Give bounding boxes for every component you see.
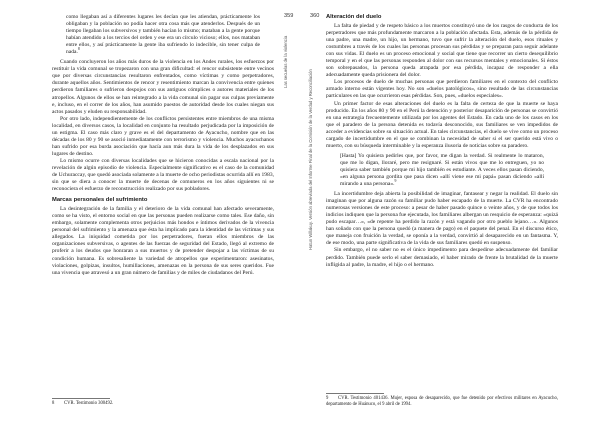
right-page xyxy=(300,0,600,431)
section-heading: Marcas personales del sufrimiento xyxy=(52,197,148,204)
opening-quote xyxy=(52,14,274,56)
footnote xyxy=(326,396,558,407)
paragraph: Sin embargo, el no saber no es el único impedimento para despedirse adecuadamente del familiar perdido. También puede serlo el saber demasiado, el haber mirado de frente la brutalidad de la muerte infligida al padre, la madre, el hijo o el hermano. xyxy=(326,247,558,268)
footnote-ref: 9 xyxy=(394,179,397,184)
block-quote xyxy=(326,153,558,188)
paragraph: La desintegración de la familia y el deterioro de la vida comunal han afectado severamente, como se ha visto, el entorno social en que las personas pueden realizarse como tales. Ese daño, sin embargo, solamente complementa otros perjuicios más hondos e íntimos derivados de la vivencia personal del sufrimiento y la amenaza que ésta ha implicado para la identidad de las víctimas y sus allegados. La iniquidad cometida por los perpetradores, fueran ellos miembros de las organizaciones subversivas, o agentes de las fuerzas de seguridad del Estado, llegó al extremo de proferir a los deudos que honraran a sus muertos y de pretender despojar a las víctimas de su condición humana. Es sobresaliente la variedad de atropellos que experimentaron: asesinatos, violaciones, golpizas, insultos, humillaciones, amenazas en la persona de sus seres queridos. Fue una vivencia que atravesó a un gran número de familias y de miles de ciudadanos del Perú. xyxy=(52,206,274,276)
opening-quote-text: como llegaban así a diferentes lugares les decían que les atiendan, prácticamente los obligaban y la población no podía hacer otra cosa más que atenderlos. Después de un tiempo llegaban los subversivos y también hacían lo mismo; mataban a la gente porque habían atendido a los tercios del orden y ese era un círculo vicioso; ellos, nos mataban entre ellos, y así prácticamente la gente iba sufriendo lo indecible, sin tener culpa de nada. xyxy=(66,14,260,56)
paragraph: Un primer factor de esas alteraciones del duelo es la falta de certeza de que la muerte se haya producido. En los años 80 y 90 en el Perú la detención y posterior desaparición de personas se convirtió en una estrategia frecuentemente utilizada por los agentes del Estado. En cada uno de los casos en los que el paradero de la persona detenida es todavía desconocido, sus familiares se ven impedidos de acceder a evidencias sobre su situación actual. En tales circunstancias, el duelo se vive como un proceso cargado de incertidumbre en el que se combinan la necesidad de saber si el ser querido está vivo o muerto, con su búsqueda interminable y la esperanza ilusoria de noticias sobre su paradero. xyxy=(326,100,558,149)
paragraph: Los procesos de duelo de muchas personas que perdieron familiares en el contexto del conflicto armado interno están vigentes hoy. No son «duelos patológicos», sino resultado de las circunstancias particulares en las que ocurrieron esas pérdidas. Son, pues, «duelos especiales». xyxy=(326,79,558,100)
paragraph: Por otro lado, independientemente de los conflictos persistentes entre miembros de una misma localidad, en diversos casos, la localidad en conjunto ha resultado perjudicada por la imposición de un estigma. El caso más claro y grave es el del departamento de Ayacucho, nombre que en las décadas de los 80 y 90 se asoció inmediatamente con terrorismo y violencia. Muchos ayacuchanos han sufrido por esa burda asociación que hacía aun más dura la vida de los desplazados en sus lugares de destino. xyxy=(52,115,274,157)
paragraph: La falta de piedad y de respeto básico a los muertos constituyó uno de los rasgos de conducta de los perpetradores que más profundamente marcaron a la población afectada. Esta, además de la pérdida de una padre, una madre, un hijo, un hermano, tuvo que sufrir la alteración del duelo, esos rituales y costumbres a través de los cuales las personas procesan sus pérdidas y se preparan para seguir adelante con sus vidas. El duelo es un proceso emocional y social que tiene que recorrer un cierto desequilibrio temporal y en el que las personas responden al dolor con sus recursos mentales y emocionales. Si éstos son sobrepasados, la persona queda atrapada por esa pérdida, incapaz de responder a ella adecuadamente queda prisionera del dolor. xyxy=(326,23,558,79)
page-number: 359 xyxy=(284,13,294,19)
running-head: Hatun Willakuy. Versión abreviada del Informe Final de la Comisión de la Verdad y Reconciliación xyxy=(308,69,313,250)
text-column xyxy=(52,14,274,277)
paragraph: Cuando concluyeron los años más duros de la violencia en los Andes rurales, los esfuerzos por restituir la vida comunal se tropezaron con una gran dificultad: el rencor subsistente entre vecinos que por diversas circunstancias resultaron enfrentados, como víctimas y como perpetradores, durante aquellos años. Sentimientos de rencor y resentimiento marcan la convivencia entre quienes perdieron familiares o sufrieron despojos con sus antiguos cómplices o autores materiales de los atropellos. Algunos de ellos se han reintegrado a la vida comunal sin pagar sus culpas previamente e, incluso, en el correr de los años, han asumido puestos de autoridad desde los cuales niegan sus actos pasados y eluden su responsabilidad. xyxy=(52,59,274,115)
paragraph: Lo mismo ocurre con diversas localidades que se hicieron conocidas a escala nacional por la revelación de algún episodio de violencia. Especialmente significativo es el caso de la comunidad de Uchuraccay, que quedó asociada solamente a la muerte de ocho periodistas ocurrida allí en 1983, sin que se diera a conocer la muerte de decenas de comuneros en los años siguientes ni se reconociera el esfuerzo de reconstrucción realizado por sus pobladores. xyxy=(52,157,274,193)
paragraph: La incertidumbre deja abierta la posibilidad de imaginar, fantasear y negar la realidad. El duelo sin imaginan que por alguna razón su familiar pudo haber escapado de la muerte. La CVR ha encontrado numerosas versiones de este proceso: a pesar de haber pasado quince o veinte años, y de que todos los indicios indiquen que la persona fue ejecutada, los familiares albergan un resquicio de esperanza: «quizá pudo escapar…», «de repente ha perdido la razón y está vagando por otro pueblo lejano…». Algunos han soñado con que la persona quedó (a manera de pago) en el paquete del penal. En el discurso ético, que maneja con fruición la verdad, se oponía a la verdad, convirtió al desaparecido en un fantasma. Y, de ese modo, una parte significativa de la vida de sus familiares quedó en suspenso. xyxy=(326,191,559,247)
footnote-text: CVR. Testimonio 300492. xyxy=(64,401,114,406)
text-column xyxy=(326,14,558,269)
footnote-text: CVR. Testimonio 401436. Mujer, esposa de desaparecido, que fue detenido por efectivos militares en Ayacucho, departamento de Huánuco, el 9 abril de 1994. xyxy=(326,396,558,407)
footnote-number: 8 xyxy=(52,401,55,406)
footnote xyxy=(52,401,274,407)
footnote-rule xyxy=(52,398,110,399)
footnote-ref: 8 xyxy=(77,47,80,52)
block-quote-text: [Hasta] Yo quisiera pedirles que, por favor, me digan la verdad. Si realmente lo mataron, que me lo digan, lloraré, pero me resignaré. Si están vivos que me lo entreguen, yo no quisiera saber también porque mi hijo también es estudiante. A veces ellos pasan diciendo, «en alguna persona gordita que pasa dicen «allí viene ese mi papá» pasan diciendo «allí mirando a una persona». xyxy=(340,152,544,188)
page-number: 360 xyxy=(310,13,320,19)
section-heading: Alteración del duelo xyxy=(326,14,382,20)
footnote-rule xyxy=(326,393,384,394)
footnote-number: 9 xyxy=(326,396,329,401)
running-head: Las secuelas de la violencia xyxy=(283,35,288,88)
